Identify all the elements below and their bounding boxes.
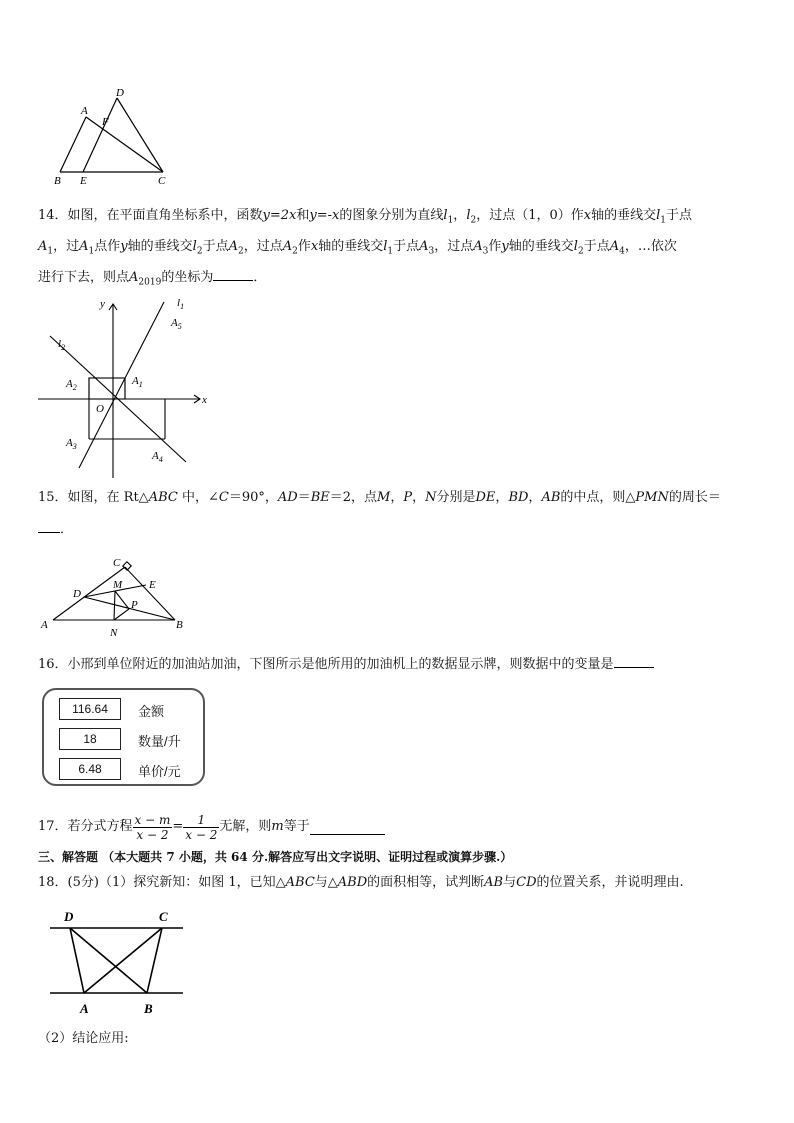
label-d: D — [64, 909, 74, 924]
label-l2: $l_2$ — [58, 338, 66, 352]
label-e: E — [149, 579, 156, 591]
q15-line-1: 15．如图，在 Rt△ABC 中，∠C＝90°，AD＝BE＝2，点M，P，N分别是DE，BD，AB的中点，则△PMN的周长＝ — [38, 490, 721, 505]
section-3-header: 三、解答题 （本大题共 7 小题，共 64 分.解答应写出文字说明、证明过程或演算步骤.） — [38, 850, 513, 864]
label-a2: $A_2$ — [66, 378, 77, 392]
label-a1: $A_1$ — [132, 375, 143, 389]
figure-14-coordinate-plane — [34, 292, 224, 482]
label-origin: O — [96, 403, 104, 415]
label-a3: $A_3$ — [66, 437, 77, 451]
label-y-axis: y — [100, 298, 105, 310]
label-f: F — [102, 116, 109, 128]
label-x-axis: x — [202, 394, 207, 406]
label-a5: $A_5$ — [171, 317, 182, 331]
label-e: E — [80, 175, 87, 186]
label-c: C — [113, 557, 121, 569]
label-c: C — [158, 175, 166, 186]
quantity-label: 数量/升 — [138, 734, 181, 749]
label-p: P — [131, 599, 138, 611]
figure-13-triangles — [48, 86, 173, 186]
fraction-left: $\frac{x - m}{x - 2}$ — [134, 812, 171, 842]
label-a: A — [41, 619, 48, 631]
amount-label: 金额 — [138, 704, 165, 719]
q18-sub-2: （2）结论应用: — [38, 1031, 129, 1046]
label-n: N — [110, 627, 118, 639]
label-d: D — [116, 87, 124, 99]
q15-line-2: ． — [38, 521, 73, 539]
label-b: B — [176, 619, 183, 631]
label-b: B — [144, 1001, 153, 1016]
label-m: M — [113, 579, 123, 591]
amount-value: 116.64 — [59, 698, 121, 720]
answer-blank-16[interactable] — [614, 667, 654, 668]
label-c: C — [159, 909, 168, 924]
unit-price-label: 单价/元 — [138, 764, 181, 779]
q16-text: 16．小邢到单位附近的加油站加油，下图所示是他所用的加油机上的数据显示牌，则数据中的变量是 — [38, 656, 654, 674]
fraction-right: $\frac{1}{x - 2}$ — [185, 812, 218, 842]
label-b: B — [54, 175, 61, 186]
answer-blank-14[interactable] — [213, 280, 253, 281]
answer-blank-17[interactable] — [310, 820, 385, 835]
q14-line-2: $A_1$，过$A_1$点作y轴的垂线交$l_2$于点$A_2$，过点$A_2$作x轴的垂线交$l_1$于点$A_3$，过点$A_3$作y轴的垂线交$l_2$于点$A_4$，…依次 — [38, 239, 677, 257]
fuel-pump-display — [42, 688, 205, 786]
figure-15-right-triangle — [38, 550, 198, 640]
label-d: D — [73, 588, 81, 600]
q14-line-3: 进行下去，则点$A_{2019}$的坐标为 ． — [38, 270, 267, 288]
quantity-value: 18 — [59, 728, 121, 750]
figure-18-parallel-lines — [44, 906, 190, 1018]
label-l1: $l_1$ — [177, 297, 185, 311]
answer-blank-15[interactable] — [38, 532, 60, 533]
q17-line: 17．若分式方程 $\frac{x - m}{x - 2}$ = $\frac{1}{x - 2}$ 无解，则 m 等于 — [38, 810, 385, 844]
label-a4: $A_4$ — [152, 450, 163, 464]
label-a: A — [81, 105, 88, 117]
label-a: A — [80, 1001, 89, 1016]
q18-line-1: 18．(5分)（1）探究新知：如图 1，已知△ABC与△ABD的面积相等，试判断AB与CD的位置关系，并说明理由. — [38, 875, 684, 890]
q14-line-1: 14．如图，在平面直角坐标系中，函数y=2x和y=-x的图象分别为直线$l_1$，$l_2$，过点（1，0）作x轴的垂线交$l_1$于点 — [38, 208, 693, 226]
unit-price-value: 6.48 — [59, 758, 121, 780]
